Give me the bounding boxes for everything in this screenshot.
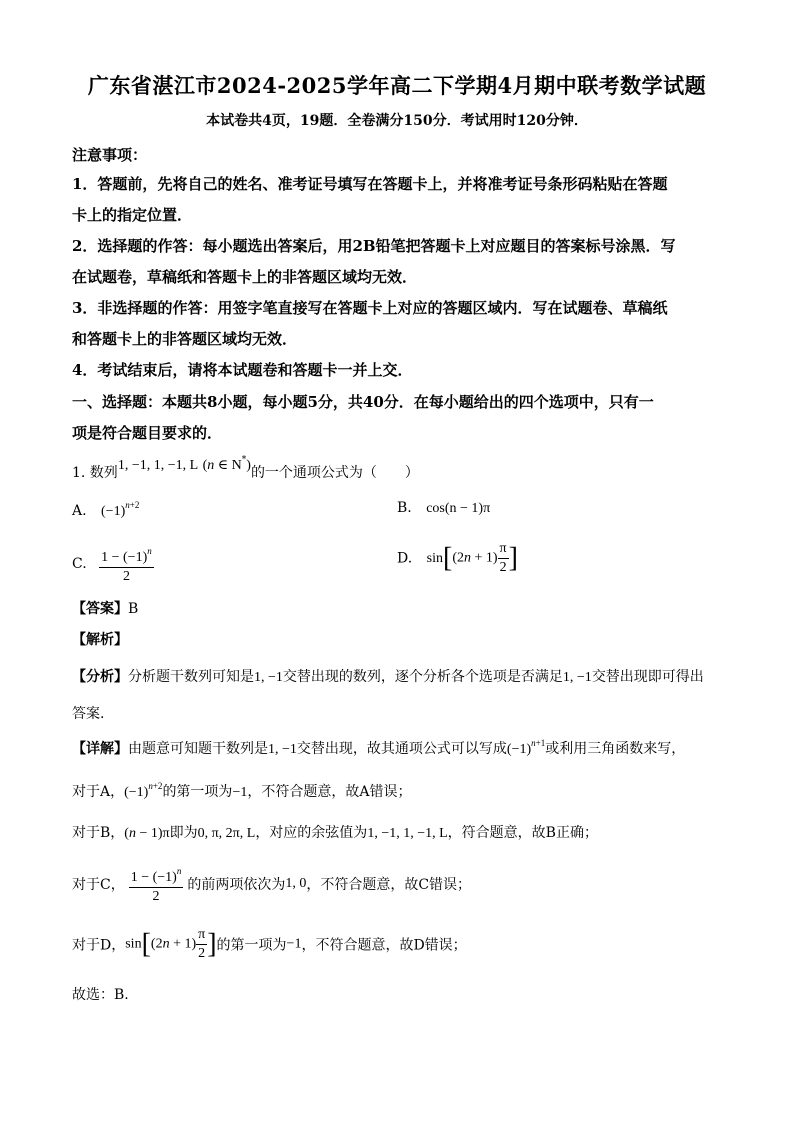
conclusion: 故选：B.	[72, 987, 129, 1003]
option-a: A. $(-1)^{n+2}$	[72, 500, 140, 519]
notice-line: 在试题卷，草稿纸和答题卡上的非答题区域均无效．	[72, 268, 418, 286]
detail-line: 对于B，(n − 1)π即为0, π, 2π, L，对应的余弦值为1, −1, 1, −1, L，符合题意，故B正确；	[72, 825, 598, 841]
answer-tag: 【答案】	[72, 601, 128, 617]
sequence: 1, −1, 1, −1, L	[117, 458, 199, 473]
answer-value: B	[128, 601, 139, 617]
option-b	[397, 500, 490, 517]
notice-line: 和答题卡上的非答题区域均无效．	[72, 330, 298, 348]
detail-line: 对于A，$(-1)^{n+2}$的第一项为−1，不符合题意，故A错误；	[72, 781, 412, 800]
page-title: 广东省湛江市2024-2025学年高二下学期4月期中联考数学试题	[87, 73, 707, 98]
option-label: A.	[72, 503, 87, 519]
detail-tag: 【详解】	[72, 741, 128, 757]
notice-heading: 注意事项：	[72, 146, 148, 164]
detail-line: 对于C， $\frac{1 - (-1)^n}{2}$ 的前两项依次为1, 0，不符合题意，故C错误；	[72, 862, 471, 906]
analysis-tag: 【解析】	[72, 632, 128, 648]
detail-line: 对于D，sin[(2n + 1) $\frac{\pi}{2}$ ]的第一项为−1，不符合题意，故D错误；	[72, 927, 467, 961]
option-label: C.	[72, 556, 87, 572]
condition-set: ∈ N	[214, 458, 242, 473]
notice-line: 1．答题前，先将自己的姓名、准考证号填写在答题卡上，并将准考证号条形码粘贴在答题	[72, 175, 668, 193]
detail-line: 【详解】由题意可知题干数列是1, −1交替出现，故其通项公式可以写成$(-1)^{n+1}$或利用三角函数来写，	[72, 738, 686, 757]
option-c: C. $\frac{1 - (-1)^n}{2}$	[72, 542, 154, 586]
question-suffix: 的一个通项公式为（ ）	[250, 465, 419, 481]
question-number: 1. 数列	[72, 465, 118, 481]
notice-line: 3．非选择题的作答：用签字笔直接写在答题卡上对应的答题区域内．写在试题卷、草稿纸	[72, 299, 668, 317]
analysis-line: 答案.	[72, 706, 105, 722]
answer-line	[72, 598, 138, 618]
notice-line: 2．选择题的作答：每小题选出答案后，用2B铅笔把答题卡上对应题目的答案标号涂黑．写	[72, 237, 676, 255]
exam-info: 本试卷共4页，19题．全卷满分150分．考试用时120分钟．	[206, 113, 588, 129]
option-label: B.	[397, 500, 412, 516]
analysis-tag: 【分析】	[72, 669, 128, 685]
notice-line: 4．考试结束后，请将本试题卷和答题卡一并上交．	[72, 361, 413, 379]
option-d: D. sin[(2n + 1) $\frac{\pi}{2}$ ]	[397, 541, 518, 575]
section-heading: 一、选择题：本题共8小题，每小题5分，共40分．在每小题给出的四个选项中，只有一	[72, 393, 654, 411]
option-b-formula: cos(n − 1)π	[426, 501, 491, 516]
section-heading: 项是符合题目要求的．	[72, 424, 223, 442]
option-label: D.	[397, 550, 413, 567]
notice-line: 卡上的指定位置．	[72, 206, 193, 224]
analysis-line: 【分析】分析题干数列可知是1, −1交替出现的数列，逐个分析各个选项是否满足1, −1交替出现即可得出	[72, 669, 704, 685]
question-1: 1. 数列1, −1, 1, −1, L (n ∈ N*)的一个通项公式为（ ）	[72, 455, 419, 481]
condition-n: n	[207, 458, 215, 473]
